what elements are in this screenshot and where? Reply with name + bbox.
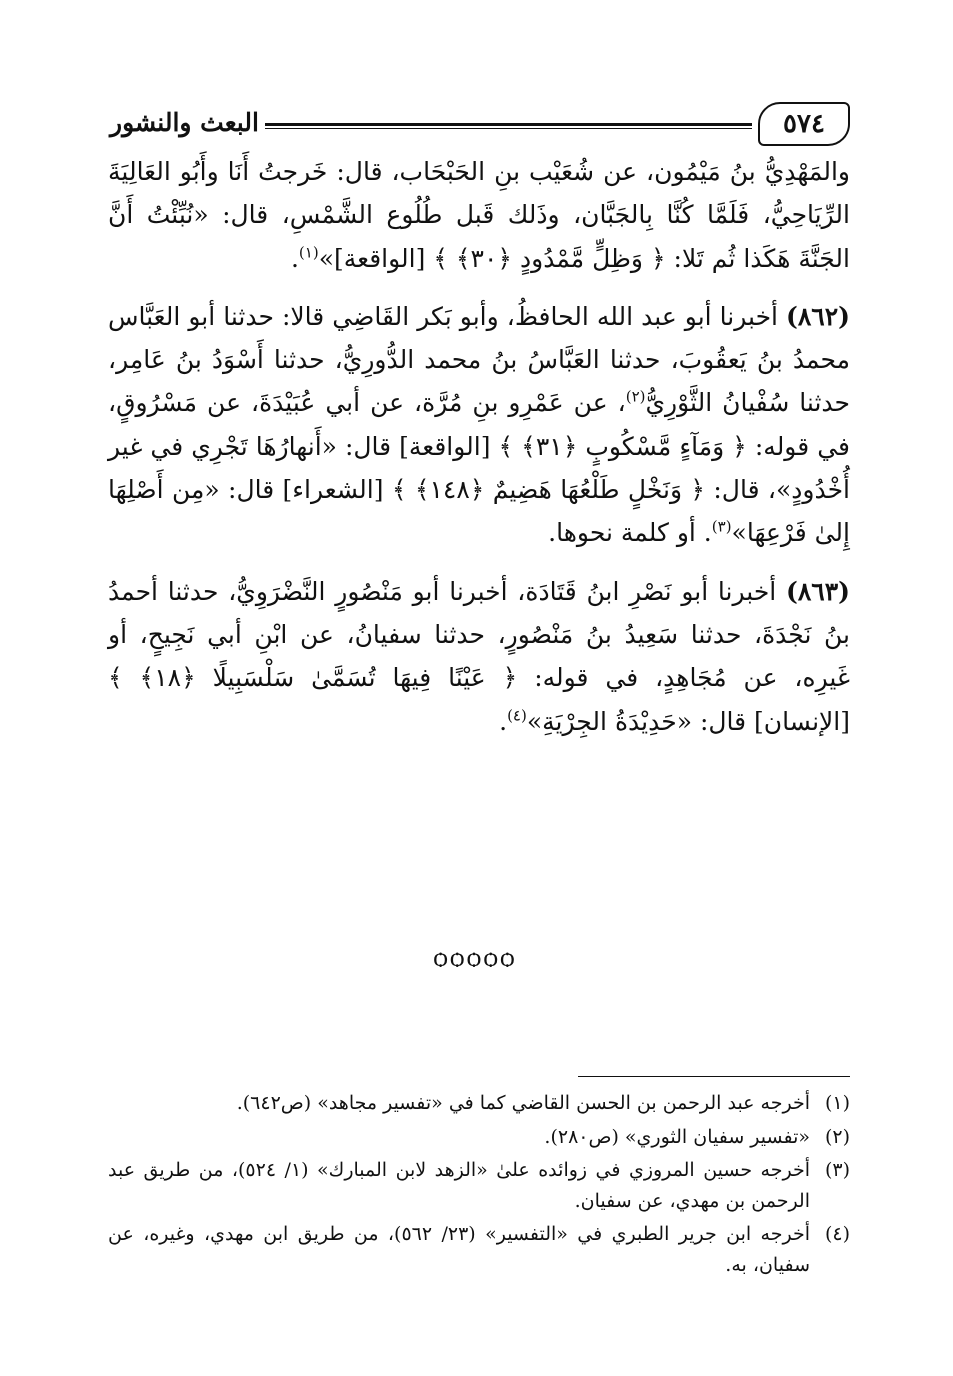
text-segment: . [499, 706, 508, 736]
footnote-marker: (٤) [507, 706, 527, 725]
running-title: البعث والنشور [110, 108, 259, 137]
footnote-number: (٤) [824, 1223, 850, 1245]
footnote-text: أخرجه حسين المروزي في زوائده علىٰ «الزهد لابن المبارك» (١/ ٥٢٤)، من طريق عبد الرحمن بن مهدي، عن سفيان. [108, 1159, 811, 1212]
text-segment: والمَهْدِيُّ بنُ مَيْمُون، عن شُعَيْب بنِ الحَبْحَاب، قال: خَرجتُ أَنَا وأَبُو العَالِيَةَ الرِّيَاحِيُّ، فَلَمَّا كُنَّا بِالجَبَّان، وذَلك قَبل طُلُوع الشَّمْسِ، قال: «نُبِّئْتُ أَنَّ الجَنَّةَ هَكَذا ثُم تَلا: [108, 157, 850, 273]
footnotes [108, 1088, 850, 1283]
footnote-number: (١) [824, 1092, 850, 1114]
quran-verse: ﴿ وَمَآءٍ مَّسْكُوبٍ ﴿٣١﴾ ﴾ [498, 431, 747, 461]
footnote-text: أخرجه عبد الرحمن بن الحسن القاضي كما في «تفسير مجاهد» (ص٦٤٢). [236, 1092, 810, 1114]
footnote [108, 1088, 850, 1119]
quran-verse: ﴿ وَنَخْلٍ طَلْعُهَا هَضِيمٌ ﴿١٤٨﴾ ﴾ [391, 475, 706, 505]
footnote-marker: (٢) [625, 388, 646, 407]
paragraph-862 [108, 295, 850, 555]
page-header [110, 98, 850, 154]
text-segment: . [290, 243, 299, 273]
text-segment: أخبرنا أبو نَصْرِ ابنُ قَتَادَة، أخبرنا أبو مَنْصُورٍ النَّضْرَوِيُّ، حدثنا أحمدُ بنُ نَجْدَةَ، حدثنا سَعِيدُ بنُ مَنْصُورٍ، حدثنا سفيانُ، عن ابْنِ أبي نَجِيحٍ، أو غَيرِه، عن مُجَاهِدٍ، في قوله: [108, 576, 850, 693]
surah-reference: [الواقعة]» [318, 243, 434, 273]
text-segment: [الشعراء] قال: «مِن أَصْلِهَا إِلىٰ فَرْعِهَا» [108, 475, 850, 548]
footnote-number: (٣) [824, 1159, 850, 1181]
footnote-text: «تفسير سفيان الثوري» (ص٢٨٠). [544, 1125, 810, 1148]
footnote-text: أخرجه ابن جرير الطبري في «التفسير» (٢٣/ ٥٦٢)، من طريق ابن مهدي، وغيره، عن سفيان، به. [108, 1223, 810, 1276]
text-segment: . أو كلمة نحوها. [548, 518, 712, 548]
text-segment: ، عن عَمْرِو بنِ مُرَّة، عن أبي عُبَيْدَةَ، عن مَسْرُوقٍ، في قوله: [108, 388, 850, 461]
footnote [108, 1219, 850, 1280]
quran-verse: ﴿ وَظِلٍّ مَّمْدُودٍ ﴿٣٠﴾ ﴾ [433, 243, 666, 273]
footnote-number: (٢) [824, 1125, 850, 1148]
paragraph-863 [108, 570, 850, 743]
header-rule [265, 123, 752, 129]
page-number: ٥٧٤ [758, 102, 850, 146]
footnote-marker: (١) [298, 243, 319, 262]
hadith-number: (٨٦٢) [786, 301, 850, 331]
paragraph-1 [108, 150, 850, 280]
section-separator: ѻѻѻѻѻ [433, 943, 517, 973]
text-segment: [الإنسان] قال: «حَدِيْدَةُ الجِرْيَةِ» [526, 706, 850, 736]
text-segment: [الواقعة] قال: «أَنهارُهَا تَجْرِي في غير أُخْدُودٍ»، قال: [108, 431, 850, 505]
footnote-rule [578, 1076, 850, 1077]
quran-verse: ﴿ عَيْنًا فِيهَا تُسَمَّىٰ سَلْسَبِيلًا ﴿١٨﴾ ﴾ [108, 663, 518, 693]
footnote-marker: (٣) [711, 518, 732, 537]
footnote [108, 1122, 850, 1153]
main-text [108, 150, 850, 743]
text-segment: أخبرنا أبو عبد الله الحافظُ، وأبو بَكر القَاضِي قالا: حدثنا أبو العَبَّاس محمدُ بنُ يَعقُوبَ، حدثنا العَبَّاسُ بنُ محمد الدُّورِيُّ، حدثنا أَسْوَدُ بنُ عَامِر، حدثنا سُفْيانُ الثَّوْرِيُّ [108, 301, 850, 418]
hadith-number: (٨٦٣) [786, 576, 850, 606]
footnote [108, 1155, 850, 1216]
